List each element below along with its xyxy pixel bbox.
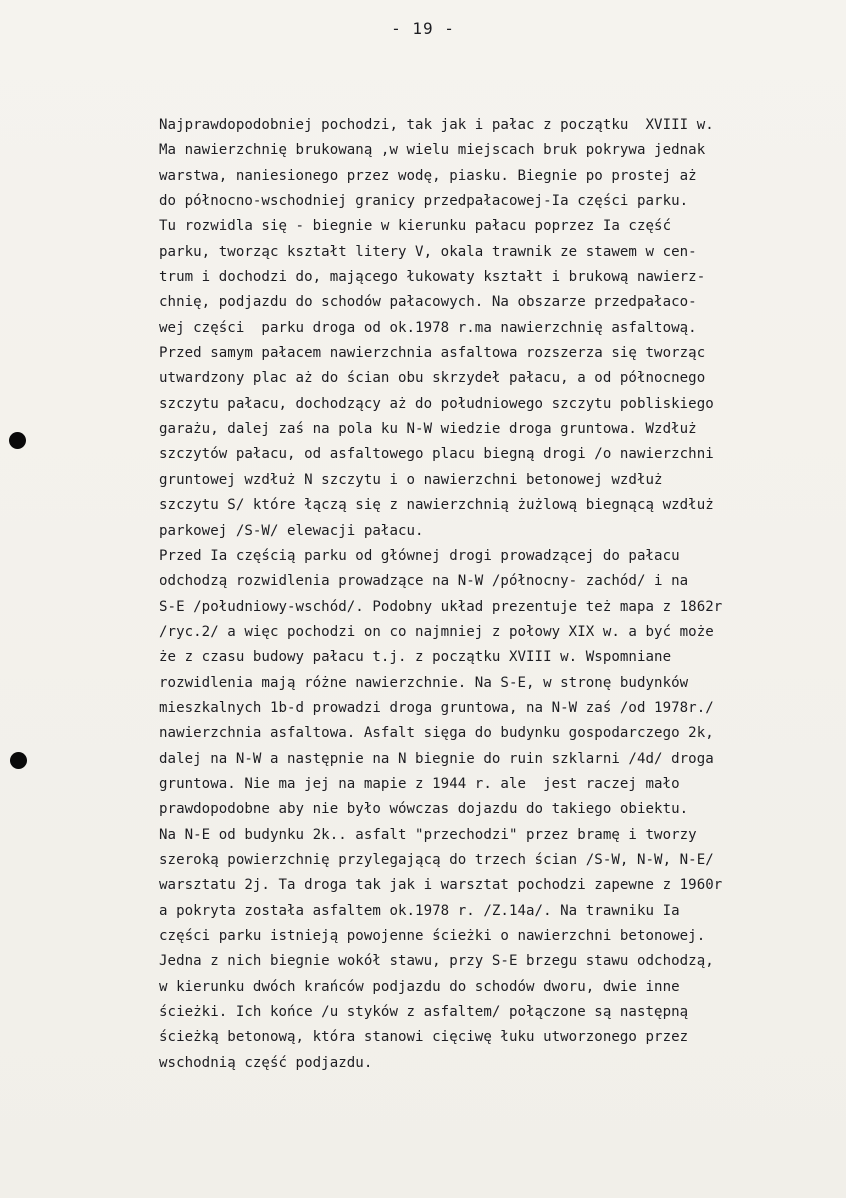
text-line: S-E /południowy-wschód/. Podobny układ prezentuje też mapa z 1862r [159, 598, 723, 615]
text-line: szczytów pałacu, od asfaltowego placu biegną drogi /o nawierzchni [159, 446, 714, 463]
text-line: Ma nawierzchnię brukowaną ,w wielu miejscach bruk pokrywa jednak [159, 142, 706, 159]
text-line: a pokryta została asfaltem ok.1978 r. /Z.14a/. Na trawniku Ia [159, 902, 680, 919]
text-line: szczytu pałacu, dochodzący aż do południowego szczytu pobliskiego [159, 395, 714, 412]
text-line: warsztatu 2j. Ta droga tak jak i warsztat pochodzi zapewne z 1960r [159, 877, 723, 894]
text-line: ścieżki. Ich końce /u styków z asfaltem/ połączone są następną [159, 1004, 689, 1021]
binder-hole-icon [9, 432, 26, 449]
text-line: w kierunku dwóch krańców podjazdu do schodów dworu, dwie inne [159, 978, 680, 995]
text-line: do północno-wschodniej granicy przedpałacowej-Ia części parku. [159, 193, 689, 210]
text-line: rozwidlenia mają różne nawierzchnie. Na S-E, w stronę budynków [159, 674, 689, 691]
text-line: parkowej /S-W/ elewacji pałacu. [159, 522, 424, 539]
text-line: garażu, dalej zaś na pola ku N-W wiedzie droga gruntowa. Wzdłuż [159, 421, 697, 438]
text-line: wschodnią część podjazdu. [159, 1054, 373, 1071]
text-line: części parku istnieją powojenne ścieżki o nawierzchni betonowej. [159, 928, 706, 944]
text-line: odchodzą rozwidlenia prowadzące na N-W /północny- zachód/ i na [159, 573, 689, 590]
text-line: /ryc.2/ a więc pochodzi on co najmniej z połowy XIX w. a być może [159, 623, 714, 640]
text-line: Przed samym pałacem nawierzchnia asfaltowa rozszerza się tworząc [159, 345, 706, 362]
body-text [159, 113, 843, 1076]
text-line: Tu rozwidla się - biegnie w kierunku pałacu poprzez Ia część [159, 218, 672, 235]
text-line: szeroką powierzchnię przylegającą do trzech ścian /S-W, N-W, N-E/ [159, 851, 714, 868]
text-line: Na N-E od budynku 2k.. asfalt "przechodzi" przez bramę i tworzy [159, 826, 697, 843]
text-line: że z czasu budowy pałacu t.j. z początku XVIII w. Wspomniane [159, 649, 672, 666]
page-number: - 19 - [391, 19, 455, 38]
binder-hole-icon [10, 752, 27, 769]
text-line: parku, tworząc kształt litery V, okala trawnik ze stawem w cen- [159, 243, 697, 260]
text-line: wej części parku droga od ok.1978 r.ma nawierzchnię asfaltową. [159, 319, 697, 336]
text-line: szczytu S/ które łączą się z nawierzchnią żużlową biegnącą wzdłuż [159, 497, 714, 514]
text-line: ścieżką betonową, która stanowi cięciwę łuku utworzonego przez [159, 1029, 689, 1046]
text-line: gruntowej wzdłuż N szczytu i o nawierzchni betonowej wzdłuż [159, 471, 663, 488]
text-line: mieszkalnych 1b-d prowadzi droga gruntowa, na N-W zaś /od 1978r./ [159, 699, 714, 716]
text-line: Jedna z nich biegnie wokół stawu, przy S-E brzegu stawu odchodzą, [159, 953, 714, 970]
text-line: Najprawdopodobniej pochodzi, tak jak i pałac z początku XVIII w. [159, 117, 714, 133]
text-line: chnię, podjazdu do schodów pałacowych. Na obszarze przedpałaco- [159, 294, 697, 311]
text-line: trum i dochodzi do, mającego łukowaty kształt i brukową nawierz- [159, 269, 706, 286]
text-line: Przed Ia częścią parku od głównej drogi prowadzącej do pałacu [159, 547, 680, 564]
text-line: gruntowa. Nie ma jej na mapie z 1944 r. ale jest raczej mało [159, 775, 680, 792]
text-line: dalej na N-W a następnie na N biegnie do ruin szklarni /4d/ droga [159, 750, 714, 767]
text-line: utwardzony plac aż do ścian obu skrzydeł pałacu, a od północnego [159, 370, 706, 387]
text-line: warstwa, naniesionego przez wodę, piasku. Biegnie po prostej aż [159, 167, 697, 184]
text-line: prawdopodobne aby nie było wówczas dojazdu do takiego obiektu. [159, 801, 689, 818]
text-line: nawierzchnia asfaltowa. Asfalt sięga do budynku gospodarczego 2k, [159, 725, 714, 742]
